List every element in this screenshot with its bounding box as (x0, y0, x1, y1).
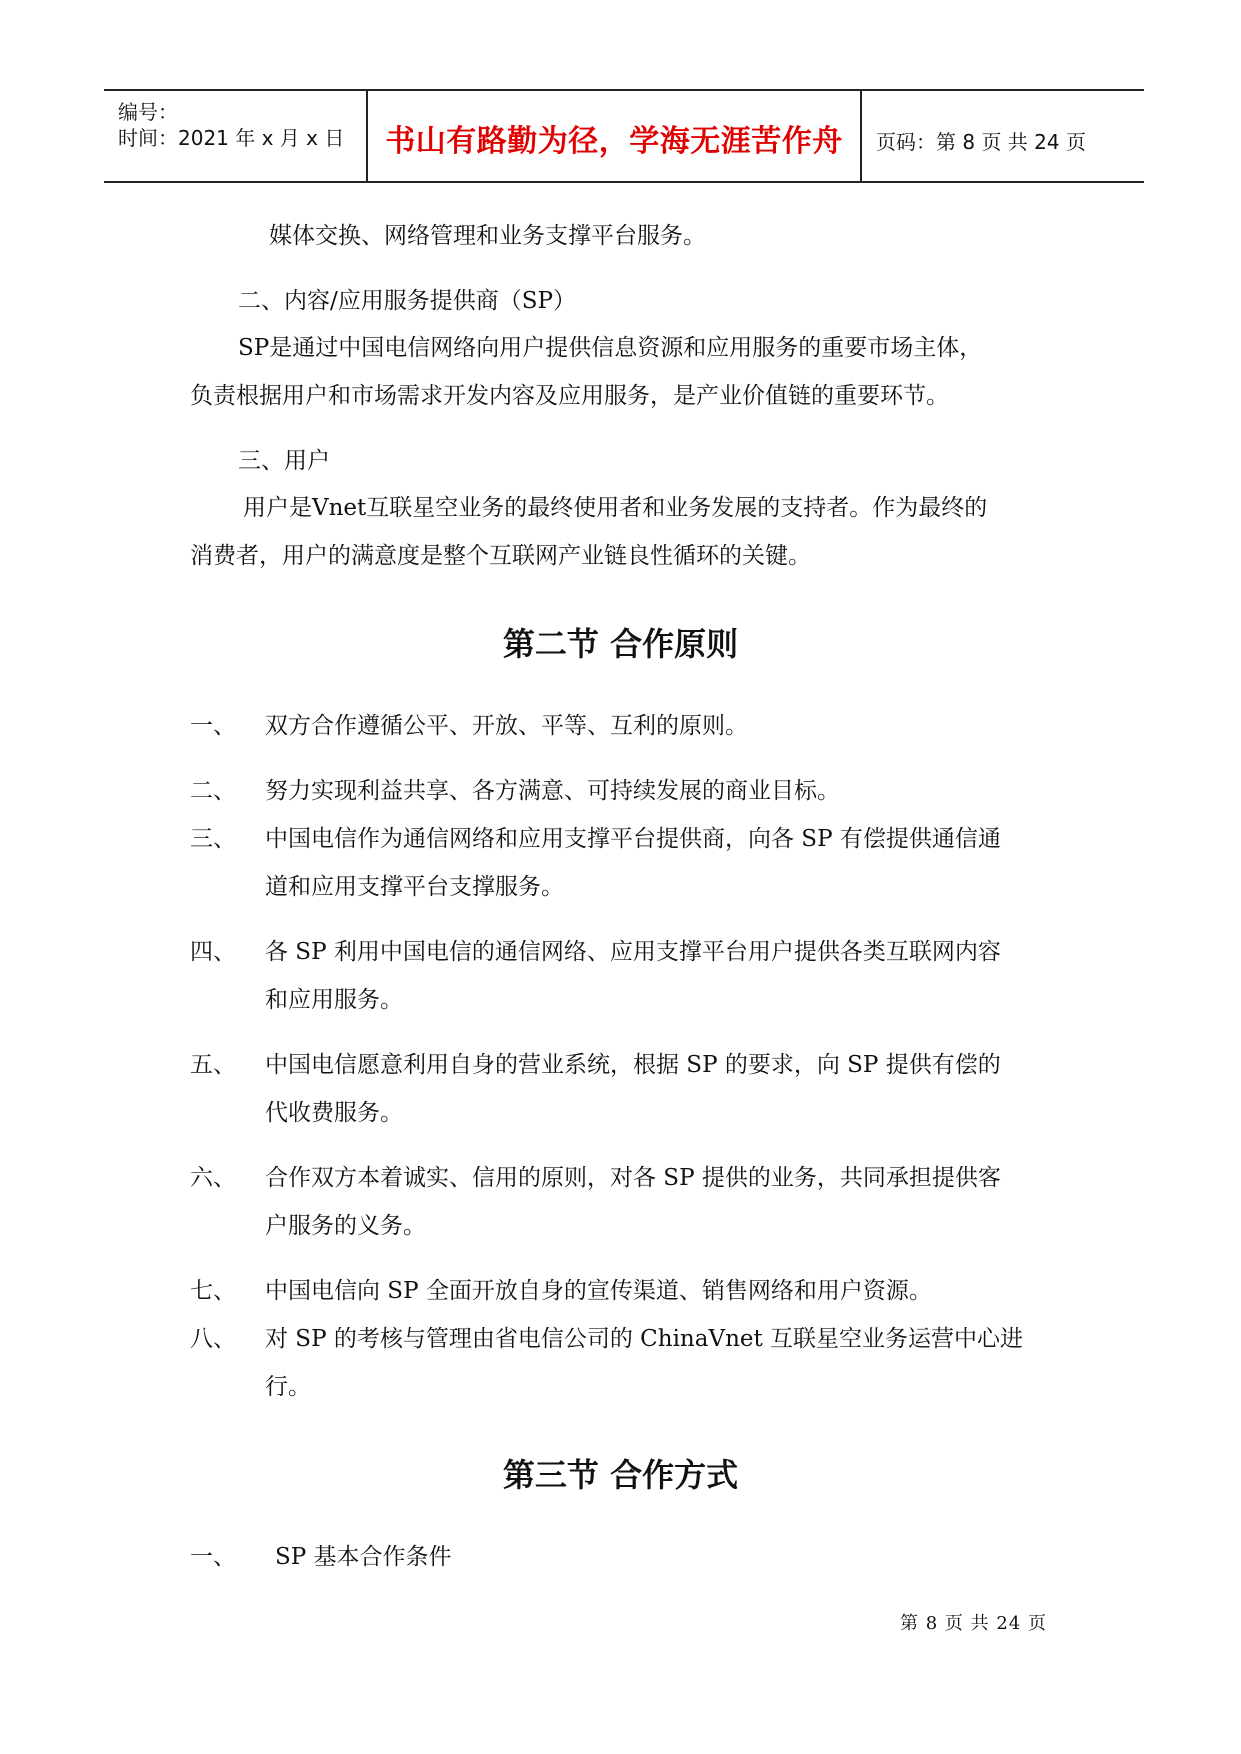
doc-number: 编号： (118, 100, 178, 124)
list-item-number: 一、 (190, 1544, 236, 1570)
list-item-number: 一、 (190, 713, 236, 739)
list-item-text: 各 SP 利用中国电信的通信网络、应用支撑平台用户提供各类互联网内容 (265, 939, 1001, 965)
list-item-number: 四、 (190, 939, 236, 965)
header-page-cell (862, 91, 1144, 181)
subsection-title-sp: 二、内容/应用服务提供商（SP） (238, 288, 576, 314)
subsection-title-user: 三、用户 (238, 448, 330, 474)
list-item-number: 八、 (190, 1326, 236, 1352)
header-motto: 书山有路勤为径，学海无涯苦作舟 (385, 124, 843, 159)
list-item-text-cont: 代收费服务。 (265, 1100, 403, 1126)
list-item-text-cont: 道和应用支撑平台支撑服务。 (265, 874, 564, 900)
section-heading-methods: 第三节 合作方式 (502, 1456, 739, 1494)
paragraph-media: 媒体交换、网络管理和业务支撑平台服务。 (269, 223, 706, 249)
list-item-text-cont: 行。 (265, 1374, 311, 1400)
list-item-number: 七、 (190, 1278, 236, 1304)
paragraph-user-line1: 用户是Vnet互联星空业务的最终使用者和业务发展的支持者。作为最终的 (243, 495, 988, 521)
list-item-text: 中国电信愿意利用自身的营业系统，根据 SP 的要求，向 SP 提供有偿的 (265, 1052, 1001, 1078)
section-heading-principles: 第二节 合作原则 (502, 625, 739, 663)
list-item-text: 努力实现利益共享、各方满意、可持续发展的商业目标。 (265, 778, 840, 804)
page-header (104, 89, 1144, 183)
list-item-text: 对 SP 的考核与管理由省电信公司的 ChinaVnet 互联星空业务运营中心进 (265, 1326, 1024, 1352)
list-item-text: SP 基本合作条件 (275, 1544, 452, 1570)
list-item-number: 二、 (190, 778, 236, 804)
list-item-number: 三、 (190, 826, 236, 852)
list-item-text-cont: 和应用服务。 (265, 987, 403, 1013)
list-item-text: 双方合作遵循公平、开放、平等、互利的原则。 (265, 713, 748, 739)
paragraph-sp-line1: SP是通过中国电信网络向用户提供信息资源和应用服务的重要市场主体， (238, 335, 983, 361)
list-item-text: 合作双方本着诚实、信用的原则，对各 SP 提供的业务，共同承担提供客 (265, 1165, 1001, 1191)
header-meta-cell (104, 91, 368, 181)
list-item-number: 五、 (190, 1052, 236, 1078)
paragraph-user-line2: 消费者，用户的满意度是整个互联网产业链良性循环的关键。 (190, 543, 811, 569)
page-footer: 第 8 页 共 24 页 (900, 1613, 1047, 1634)
paragraph-sp-line2: 负责根据用户和市场需求开发内容及应用服务，是产业价值链的重要环节。 (190, 383, 949, 409)
header-page-info: 页码：第 8 页 共 24 页 (876, 130, 1086, 154)
doc-time: 时间：2021 年 x 月 x 日 (118, 126, 345, 150)
list-item-text: 中国电信作为通信网络和应用支撑平台提供商，向各 SP 有偿提供通信通 (265, 826, 1001, 852)
list-item-text-cont: 户服务的义务。 (265, 1213, 426, 1239)
list-item-text: 中国电信向 SP 全面开放自身的宣传渠道、销售网络和用户资源。 (265, 1278, 932, 1304)
header-motto-cell (368, 91, 862, 181)
list-item-number: 六、 (190, 1165, 236, 1191)
